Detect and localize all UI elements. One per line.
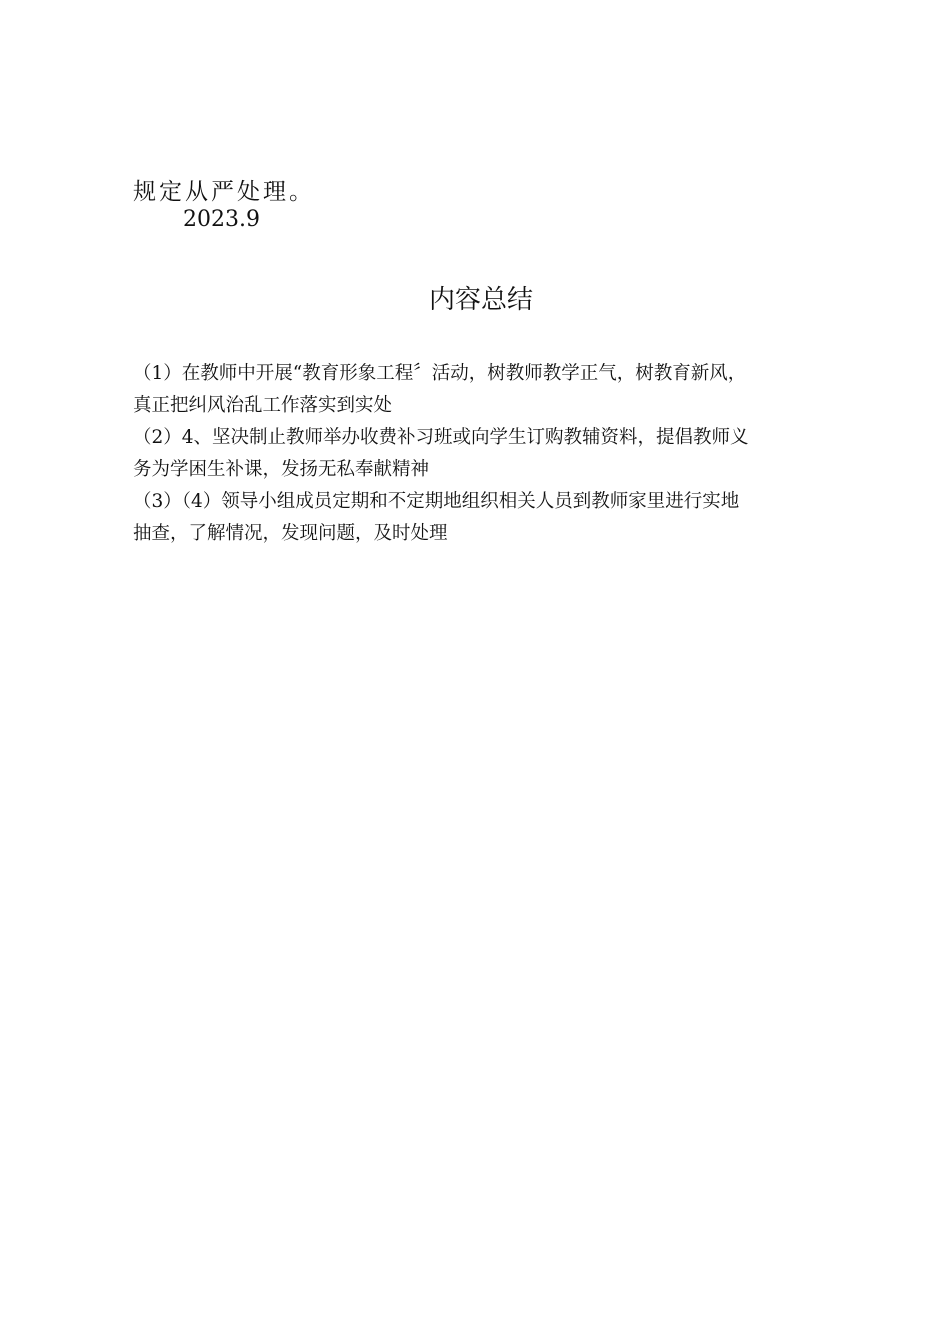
summary-line: 务为学困生补课，发扬无私奉献精神 [133, 459, 430, 480]
summary-line: 真正把纠风治乱工作落实到实处 [133, 395, 393, 416]
summary-line: （2）4、坚决制止教师举办收费补习班或向学生订购教辅资料，提倡教师义 [133, 427, 749, 448]
document-date: 2023.9 [183, 207, 260, 232]
summary-line: 抽查，了解情况，发现问题，及时处理 [133, 523, 448, 544]
summary-line: （3）（4）领导小组成员定期和不定期地组织相关人员到教师家里进行实地 [133, 491, 740, 512]
summary-body [133, 358, 823, 550]
previous-text-tail: 规定从严处理。 [133, 179, 315, 205]
summary-line: （1）在教师中开展“教育形象工程〞活动，树教师教学正气，树教育新风， [133, 363, 747, 384]
summary-title: 内容总结 [428, 285, 533, 315]
